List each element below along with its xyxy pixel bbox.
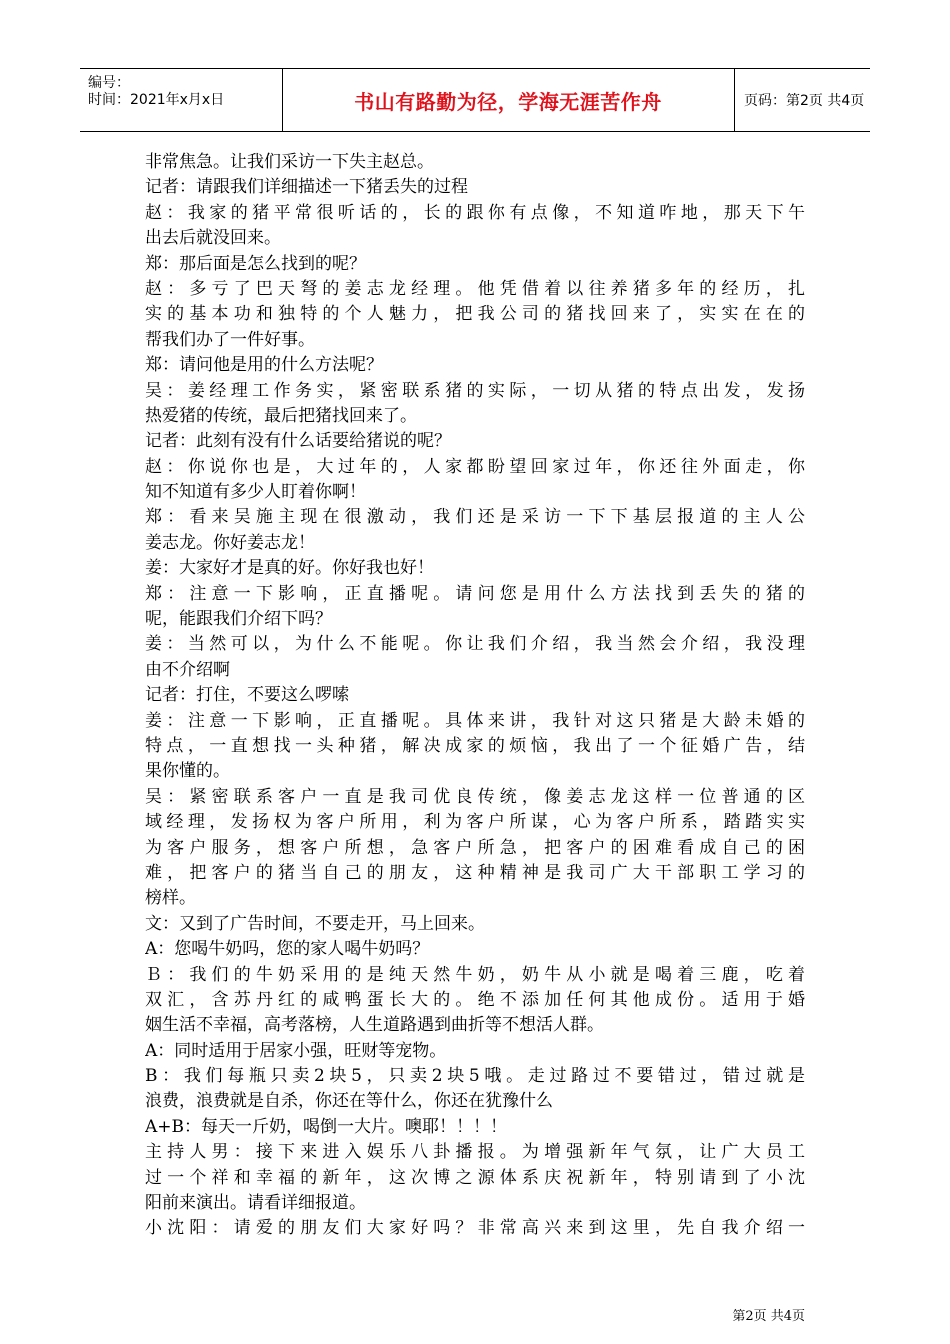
text-line: 主持人男：接下来进入娱乐八卦播报。为增强新年气氛，让广大员工 [145,1142,805,1163]
text-line: 出去后就没回来。 [145,228,281,249]
text-line: 知不知道有多少人盯着你啊！ [145,482,366,503]
text-line: 难，把客户的猪当自己的朋友，这种精神是我司广大干部职工学习的 [145,862,805,883]
text-line: 果你懂的。 [145,761,230,782]
text-line: 姜：注意一下影响，正直播呢。具体来讲，我针对这只猪是大龄未婚的 [145,710,805,731]
header-page-cell [734,69,870,131]
page-footer: 第2页 共4页 [732,1309,805,1324]
text-line: Ｂ：我们的牛奶采用的是纯天然牛奶，奶牛从小就是喝着三鹿，吃着 [145,964,805,985]
text-line: 特点，一直想找一头种猪，解决成家的烦恼，我出了一个征婚广告，结 [145,735,805,756]
text-line: 榜样。 [145,888,196,909]
text-line: 域经理，发扬权为客户所用，利为客户所谋，心为客户所系，踏踏实实 [145,812,805,833]
motto: 书山有路勤为径，学海无涯苦作舟 [354,89,662,114]
text-line: 吴：紧密联系客户一直是我司优良传统，像姜志龙这样一位普通的区 [145,786,805,807]
text-line: 赵：多亏了巴天弩的姜志龙经理。他凭借着以往养猪多年的经历，扎 [145,278,805,299]
text-line: 实的基本功和独特的个人魅力，把我公司的猪找回来了，实实在在的 [145,304,805,325]
text-line: 赵：你说你也是，大过年的，人家都盼望回家过年，你还往外面走，你 [145,456,805,477]
text-line: 郑：那后面是怎么找到的呢？ [145,253,366,274]
text-line: 为客户服务，想客户所想，急客户所急，把客户的困难看成自己的困 [145,837,805,858]
text-line: 帮我们办了一件好事。 [145,329,315,350]
text-line: 小沈阳：请爱的朋友们大家好吗？非常高兴来到这里，先自我介绍一 [145,1218,805,1239]
text-line: 姜志龙。你好姜志龙！ [145,532,315,553]
text-line: 姜：当然可以，为什么不能呢。你让我们介绍，我当然会介绍，我没理 [145,634,805,655]
text-line: 郑：请问他是用的什么方法呢？ [145,355,383,376]
text-line: 姜：大家好才是真的好。你好我也好！ [145,558,434,579]
header-meta [80,69,283,131]
time-label: 时间：2021年x月x日 [88,92,225,108]
text-line: 记者：请跟我们详细描述一下猪丢失的过程 [145,177,468,198]
text-line: A+B：每天一斤奶，喝倒一大片。噢耶！！！！ [145,1116,508,1137]
text-line: 记者：此刻有没有什么话要给猪说的呢？ [145,431,451,452]
text-line: 浪费，浪费就是自杀，你还在等什么，你还在犹豫什么 [145,1091,553,1112]
text-line: 热爱猪的传统，最后把猪找回来了。 [145,405,417,426]
text-line: 郑：看来吴施主现在很激动，我们还是采访一下下基层报道的主人公 [145,507,805,528]
text-line: 赵：我家的猪平常很听话的，长的跟你有点像，不知道咋地，那天下午 [145,202,805,223]
page-label: 页码：第2页 共4页 [744,93,865,109]
text-line: 记者：打住，不要这么啰嗦 [145,685,349,706]
text-line: 姻生活不幸福，高考落榜，人生道路遇到曲折等不想活人群。 [145,1015,604,1036]
text-line: 由不介绍啊 [145,659,230,680]
text-line: 郑：注意一下影响，正直播呢。请问您是用什么方法找到丢失的猪的 [145,583,805,604]
text-line: A：同时适用于居家小强，旺财等宠物。 [145,1040,447,1061]
header-motto-cell [282,69,735,131]
page-header [80,68,870,132]
text-line: 阳前来演出。请看详细报道。 [145,1193,366,1214]
text-line: 双汇，含苏丹红的咸鸭蛋长大的。绝不添加任何其他成份。适用于婚 [145,989,805,1010]
text-line: 非常焦急。让我们采访一下失主赵总。 [145,152,434,172]
text-line: 呢，能跟我们介绍下吗？ [145,609,332,630]
text-line: 文：又到了广告时间，不要走开，马上回来。 [145,913,485,934]
text-line: 吴：姜经理工作务实，紧密联系猪的实际，一切从猪的特点出发，发扬 [145,380,805,401]
text-line: B：我们每瓶只卖2块5，只卖2块5哦。走过路过不要错过，错过就是 [145,1066,805,1087]
document-body [145,150,805,1242]
text-line: 过一个祥和幸福的新年，这次博之源体系庆祝新年，特别请到了小沈 [145,1167,805,1188]
number-label: 编号： [88,75,130,91]
text-line: A：您喝牛奶吗，您的家人喝牛奶吗？ [145,939,430,960]
